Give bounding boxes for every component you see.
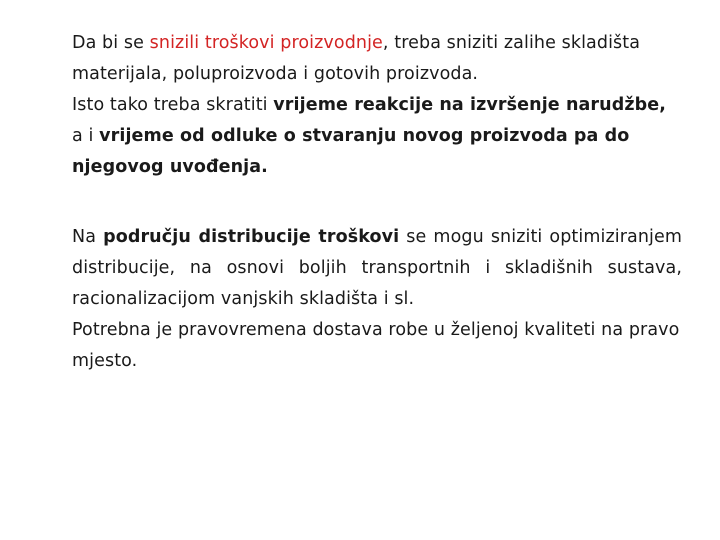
paragraph-reaction-time <box>72 90 682 183</box>
text-run: , treba sniziti zalihe skladišta materijala, poluproizvoda i gotovih proizvoda. <box>72 33 641 84</box>
text-run: Isto tako treba skratiti <box>72 95 274 115</box>
emphasis-distribution-costs: području distribucije troškovi <box>103 227 400 247</box>
paragraph-distribution-costs <box>72 222 682 315</box>
text-run: se mogu sniziti optimiziranjem distribucije, na osnovi boljih transportnih i skladišnih sustava, racionalizacijom vanjskih skladišta i sl. <box>72 227 683 309</box>
paragraph-timely-delivery <box>72 315 682 377</box>
text-run: Na <box>72 227 104 247</box>
paragraph-production-costs <box>72 28 682 90</box>
text-run: Da bi se <box>72 33 150 53</box>
emphasis-product-introduction: vrijeme od odluke o stvaranju novog proizvoda pa do njegovog uvođenja. <box>72 126 630 177</box>
highlight-production-costs: snizili troškovi proizvodnje <box>149 33 383 53</box>
text-run: a i <box>72 126 100 146</box>
emphasis-reaction-time: vrijeme reakcije na izvršenje narudžbe, <box>273 95 666 115</box>
text-run: Potrebna je pravovremena dostava robe u željenoj kvaliteti na pravo mjesto. <box>72 320 680 371</box>
paragraph-spacer <box>72 183 682 222</box>
slide-body <box>72 28 682 377</box>
